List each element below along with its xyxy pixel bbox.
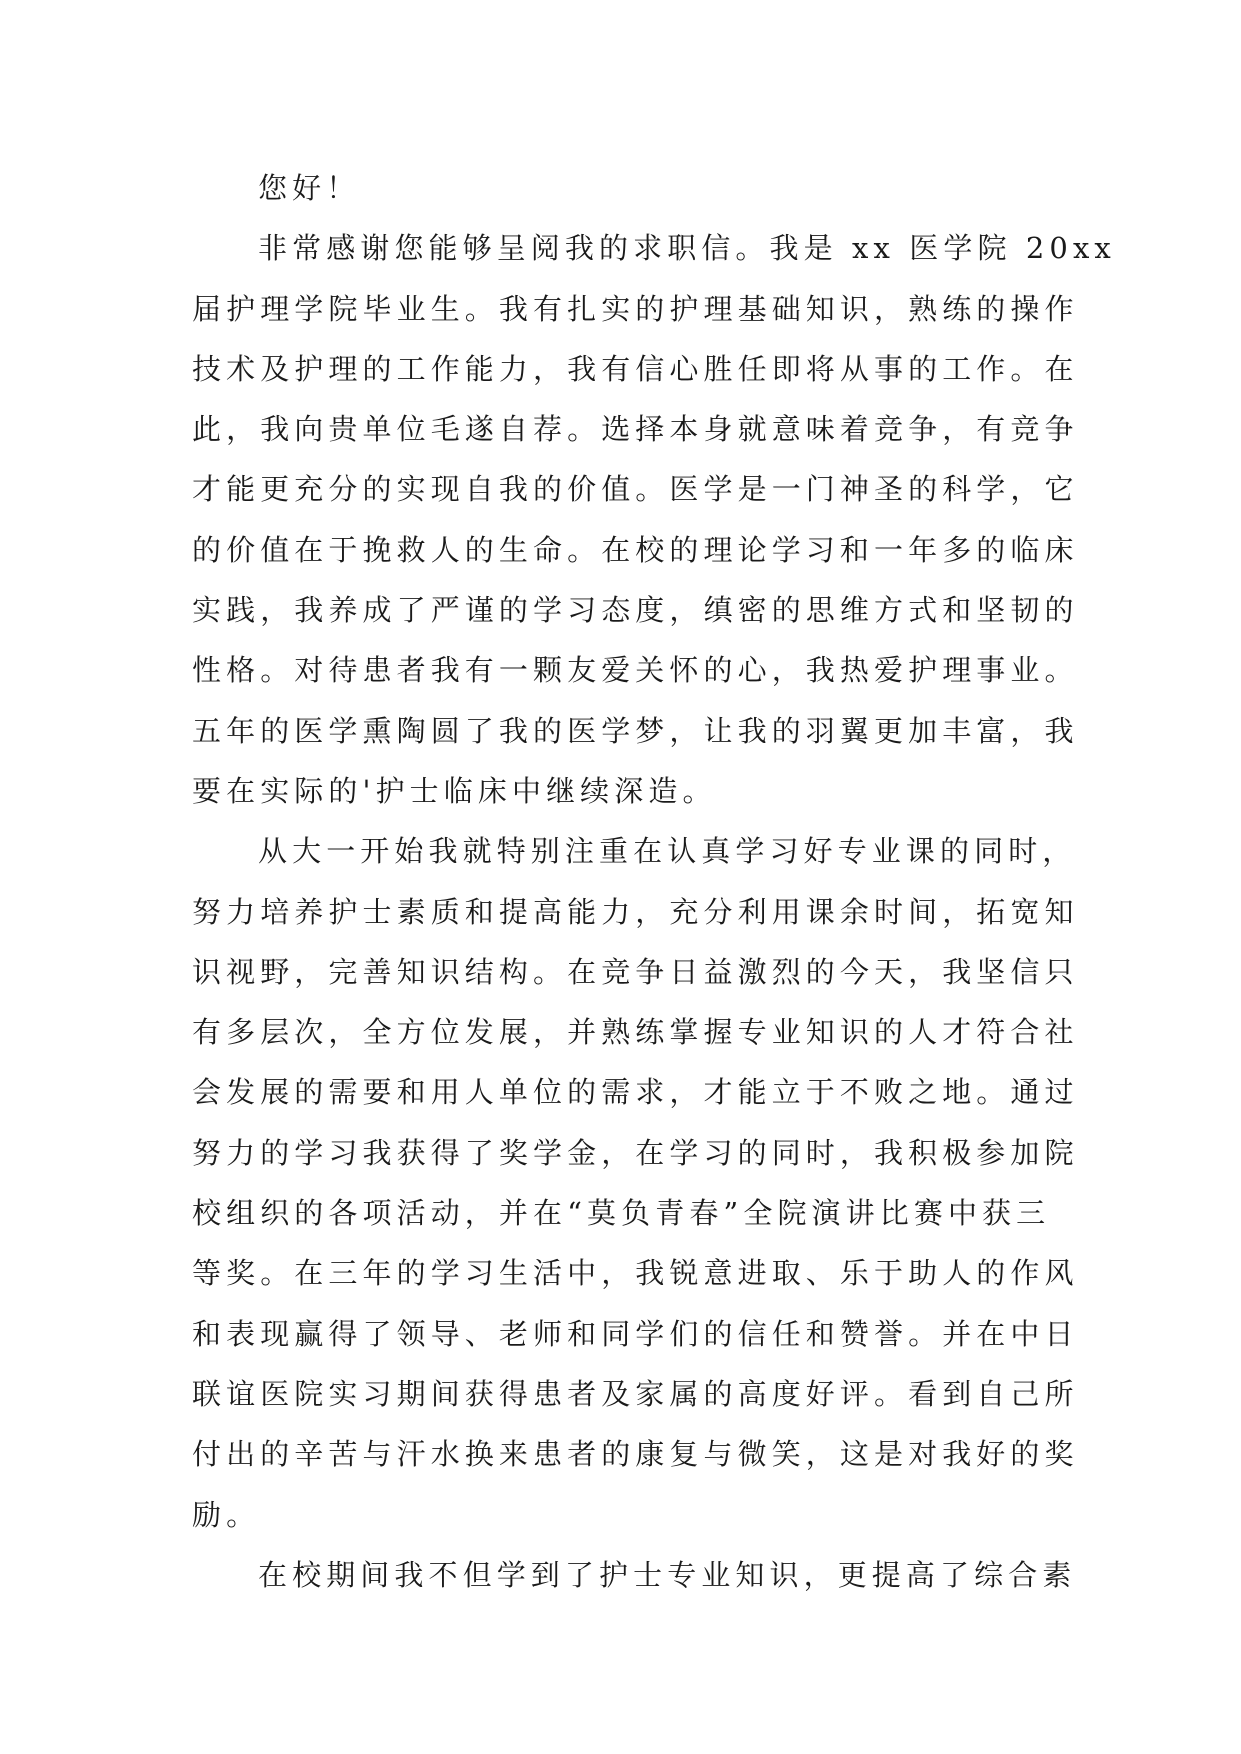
paragraph-3-line: 在校期间我不但学到了护士专业知识，更提高了综合素 — [258, 1557, 1077, 1592]
paragraph-2-line: 和表现赢得了领导、老师和同学们的信任和赞誉。并在中日 — [192, 1316, 1079, 1351]
paragraph-1-line: 非常感谢您能够呈阅我的求职信。我是 xx 医学院 20xx — [258, 231, 1116, 266]
paragraph-1-line: 此，我向贵单位毛遂自荐。选择本身就意味着竞争，有竞争 — [192, 412, 1079, 447]
paragraph-1-line: 实践，我养成了严谨的学习态度，缜密的思维方式和坚韧的 — [192, 593, 1079, 628]
paragraph-2-line: 等奖。在三年的学习生活中，我锐意进取、乐于助人的作风 — [192, 1256, 1079, 1291]
paragraph-2-line: 努力培养护士素质和提高能力，充分利用课余时间，拓宽知 — [192, 894, 1079, 929]
paragraph-1-line: 要在实际的'护士临床中继续深造。 — [192, 773, 717, 808]
paragraph-2-line: 有多层次，全方位发展，并熟练掌握专业知识的人才符合社 — [192, 1015, 1079, 1050]
paragraph-2-line: 会发展的需要和用人单位的需求，才能立于不败之地。通过 — [192, 1075, 1079, 1110]
paragraph-1-line: 才能更充分的实现自我的价值。医学是一门神圣的科学，它 — [192, 472, 1079, 507]
paragraph-2-line: 励。 — [192, 1497, 261, 1532]
paragraph-1-line: 五年的医学熏陶圆了我的医学梦，让我的羽翼更加丰富，我 — [192, 713, 1079, 748]
paragraph-1-line: 性格。对待患者我有一颗友爱关怀的心，我热爱护理事业。 — [192, 653, 1079, 688]
greeting-line: 您好！ — [258, 171, 361, 205]
letter-body — [192, 158, 1116, 1605]
paragraph-2-line: 联谊医院实习期间获得患者及家属的高度好评。看到自己所 — [192, 1376, 1079, 1411]
paragraph-2-line: 识视野，完善知识结构。在竞争日益激烈的今天，我坚信只 — [192, 954, 1079, 989]
paragraph-2-line: 努力的学习我获得了奖学金，在学习的同时，我积极参加院 — [192, 1135, 1079, 1170]
paragraph-1-line: 技术及护理的工作能力，我有信心胜任即将从事的工作。在 — [192, 351, 1079, 386]
paragraph-2-line: 校组织的各项活动，并在“莫负青春”全院演讲比赛中获三 — [192, 1196, 1051, 1231]
paragraph-2-line: 付出的辛苦与汗水换来患者的康复与微笑，这是对我好的奖 — [192, 1437, 1079, 1472]
paragraph-1-line: 届护理学院毕业生。我有扎实的护理基础知识，熟练的操作 — [192, 291, 1079, 326]
paragraph-2-line: 从大一开始我就特别注重在认真学习好专业课的同时， — [258, 834, 1077, 869]
paragraph-1-line: 的价值在于挽救人的生命。在校的理论学习和一年多的临床 — [192, 532, 1079, 567]
